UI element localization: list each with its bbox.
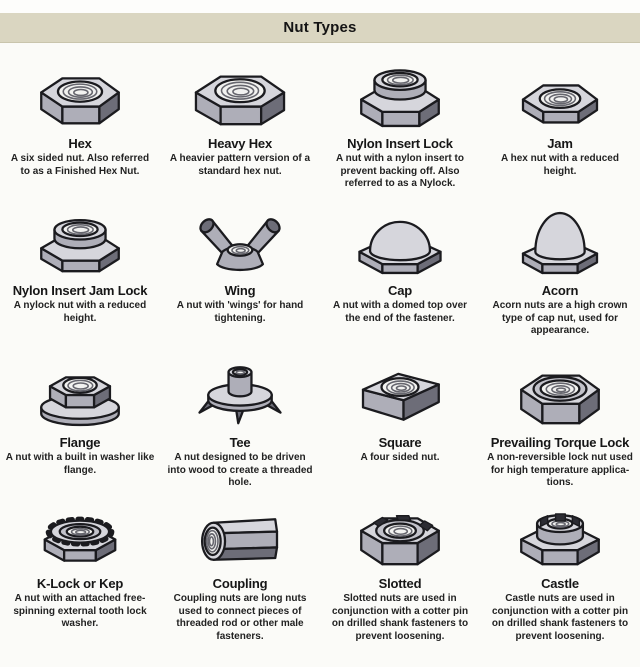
- nut-card-jam: [480, 55, 640, 202]
- nut-card-square: [320, 354, 480, 495]
- nut-description: A nut with a built in washer like flange.: [5, 452, 155, 476]
- nut-description: Coupling nuts are long nuts used to connect pieces of threaded rod or other male fasteners.: [173, 593, 307, 642]
- nut-description: A nut designed to be driven into wood to create a threaded hole.: [167, 452, 313, 488]
- cap-nut-icon: [347, 202, 453, 280]
- nut-card-cap: [320, 202, 480, 354]
- nut-name: Nylon Insert Lock: [347, 136, 453, 151]
- prevailing-torque-lock-nut-icon: [507, 354, 613, 432]
- nut-name: Coupling: [212, 576, 268, 591]
- coupling-nut-icon: [187, 495, 293, 573]
- nut-card-wing: [160, 202, 320, 354]
- wing-nut-icon: [187, 202, 293, 280]
- tee-nut-icon: [187, 354, 293, 432]
- nut-name: Flange: [59, 435, 101, 450]
- nut-card-hex: [0, 55, 160, 202]
- nut-description: A nylock nut with a reduced height.: [13, 300, 147, 324]
- nut-description: A non-reversible lock nut used for high temperature applica-tions.: [487, 452, 633, 488]
- nut-description: Castle nuts are used in conjunction with a cotter pin on drilled shank fasteners to prevent loosening.: [491, 593, 629, 642]
- heavy-hex-nut-icon: [187, 55, 293, 133]
- nut-description: Acorn nuts are a high crown type of cap nut, used for appearance.: [492, 300, 628, 336]
- nut-name: Acorn: [541, 283, 579, 298]
- nut-description: A nut with 'wings' for hand tightening.: [176, 300, 304, 324]
- nut-name: Cap: [388, 283, 412, 298]
- nut-description: A nut with a nylon insert to prevent backing off. Also referred to as a Nylock.: [336, 153, 464, 189]
- hex-nut-icon: [27, 55, 133, 133]
- nut-card-flange: [0, 354, 160, 495]
- nut-name: Tee: [229, 435, 251, 450]
- nut-description: A nut with a domed top over the end of the fastener.: [332, 300, 468, 324]
- nut-card-nylon-insert-jam-lock: [0, 202, 160, 354]
- nut-card-k-lock: [0, 495, 160, 667]
- nut-card-castle: [480, 495, 640, 667]
- nut-name: Nylon Insert Jam Lock: [12, 283, 148, 298]
- nut-description: A six sided nut. Also referred to as a Finished Hex Nut.: [10, 153, 150, 177]
- nut-card-heavy-hex: [160, 55, 320, 202]
- acorn-nut-icon: [507, 202, 613, 280]
- nut-name: Castle: [541, 576, 579, 591]
- nut-name: Slotted: [378, 576, 422, 591]
- nut-name: Wing: [224, 283, 256, 298]
- nut-name: Heavy Hex: [208, 136, 272, 151]
- nut-description: A four sided nut.: [360, 452, 440, 463]
- nut-name: K-Lock or Kep: [36, 576, 124, 591]
- nut-card-slotted: [320, 495, 480, 667]
- nut-card-nylon-insert-lock: [320, 55, 480, 202]
- flange-nut-icon: [27, 354, 133, 432]
- nylon-insert-jam-lock-nut-icon: [27, 202, 133, 280]
- nut-card-prevailing-torque-lock: [480, 354, 640, 495]
- k-lock-nut-icon: [27, 495, 133, 573]
- nut-name: Hex: [68, 136, 92, 151]
- nut-name: Jam: [547, 136, 573, 151]
- nut-description: A nut with an attached free-spinning external tooth lock washer.: [13, 593, 147, 629]
- nut-name: Prevailing Torque Lock: [490, 435, 630, 450]
- nut-description: A hex nut with a reduced height.: [501, 153, 619, 177]
- slotted-nut-icon: [347, 495, 453, 573]
- page-title: Nut Types: [283, 19, 357, 36]
- nut-type-grid: [0, 43, 640, 667]
- title-bar: [0, 13, 640, 43]
- nylon-insert-lock-nut-icon: [347, 55, 453, 133]
- castle-nut-icon: [507, 495, 613, 573]
- nut-description: A heavier pattern version of a standard hex nut.: [169, 153, 311, 177]
- nut-card-acorn: [480, 202, 640, 354]
- jam-nut-icon: [507, 55, 613, 133]
- nut-card-coupling: [160, 495, 320, 667]
- nut-card-tee: [160, 354, 320, 495]
- nut-description: Slotted nuts are used in conjunction with a cotter pin on drilled shank fasteners to prevent loosening.: [331, 593, 469, 642]
- square-nut-icon: [347, 354, 453, 432]
- top-margin: [0, 0, 640, 13]
- nut-name: Square: [378, 435, 422, 450]
